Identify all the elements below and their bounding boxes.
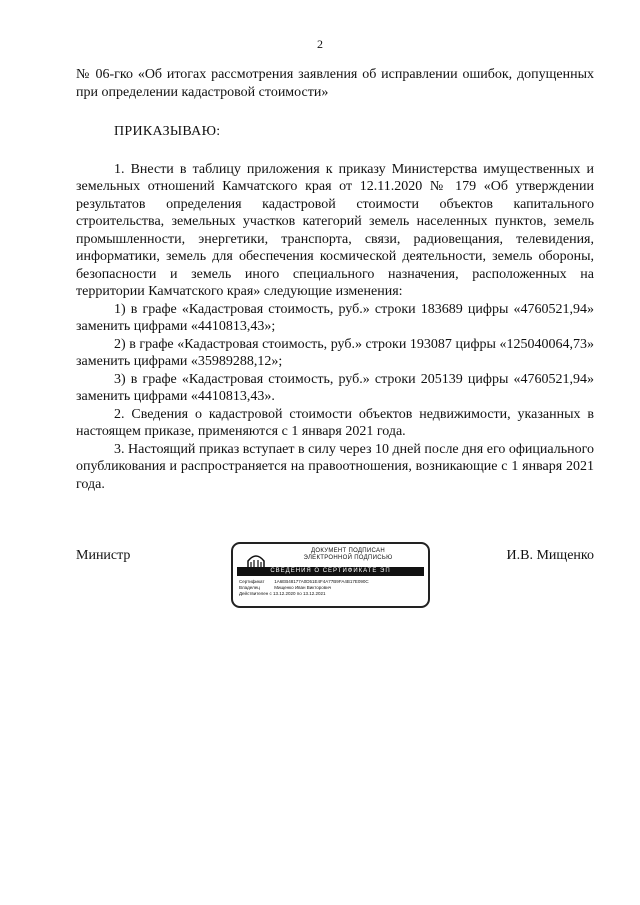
paragraph-1: 1. Внести в таблицу приложения к приказу Министерства имущественных и земельных отношений Камчатского края от 12.11.2020 № 179 «Об утверждении результатов определения кадастровой стоимости объектов капитального строительства, земельных участков категорий земель населенных пунктов, земель промышленности, энергетики, транспорта, связи, радиовещания, телевидения, информатики, земель для обеспечения космической деятельности, земель обороны, безопасности и земель иного специального назначения, расположенных на территории Камчатского края» следующие изменения: — [76, 161, 594, 299]
stamp-row-owner — [239, 585, 424, 590]
paragraph-1-3: 3) в графе «Кадастровая стоимость, руб.» строки 205139 цифры «4760521,94» заменить цифрами «4410813,43». — [76, 371, 594, 404]
stamp-title-line-1: ДОКУМЕНТ ПОДПИСАН — [311, 548, 385, 554]
signature-block — [76, 548, 594, 618]
intro-paragraph: № 06-гко «Об итогах рассмотрения заявления об исправлении ошибок, допущенных при определении кадастровой стоимости» — [76, 67, 594, 100]
stamp-value: Мищенко Иван Викторович — [274, 585, 332, 590]
paragraph-2: 2. Сведения о кадастровой стоимости объектов недвижимости, указанных в настоящем приказе, применяются с 1 января 2021 года. — [76, 406, 594, 439]
stamp-key: Владелец — [239, 585, 260, 590]
electronic-signature-stamp — [231, 542, 430, 608]
stamp-title-line-2: ЭЛЕКТРОННОЙ ПОДПИСЬЮ — [303, 555, 393, 561]
stamp-value: 1A6EB48177A0D51E4F4A77B9FA4B17E090C — [274, 579, 369, 584]
order-heading: ПРИКАЗЫВАЮ: — [114, 124, 221, 139]
stamp-certificate-header: СВЕДЕНИЯ О СЕРТИФИКАТЕ ЭП — [237, 567, 424, 576]
stamp-key: Действителен с 13.12.2020 по 13.12.2021 — [239, 591, 326, 596]
stamp-row-validity — [239, 591, 424, 596]
paragraph-1-2: 2) в графе «Кадастровая стоимость, руб.» строки 193087 цифры «125040064,73» заменить цифрами «35989288,12»; — [76, 336, 594, 369]
signer-name: И.В. Мищенко — [506, 548, 594, 563]
signer-position: Министр — [76, 548, 131, 563]
document-body — [76, 66, 594, 493]
stamp-title — [273, 548, 423, 562]
stamp-row-certificate — [239, 579, 424, 584]
paragraph-3: 3. Настоящий приказ вступает в силу через 10 дней после дня его официального опубликования и распространяется на правоотношения, возникающие с 1 января 2021 года. — [76, 441, 594, 492]
stamp-key: Сертификат — [239, 579, 265, 584]
paragraph-1-1: 1) в графе «Кадастровая стоимость, руб.» строки 183689 цифры «4760521,94» заменить цифрами «4410813,43»; — [76, 301, 594, 334]
page-number: 2 — [317, 37, 323, 51]
